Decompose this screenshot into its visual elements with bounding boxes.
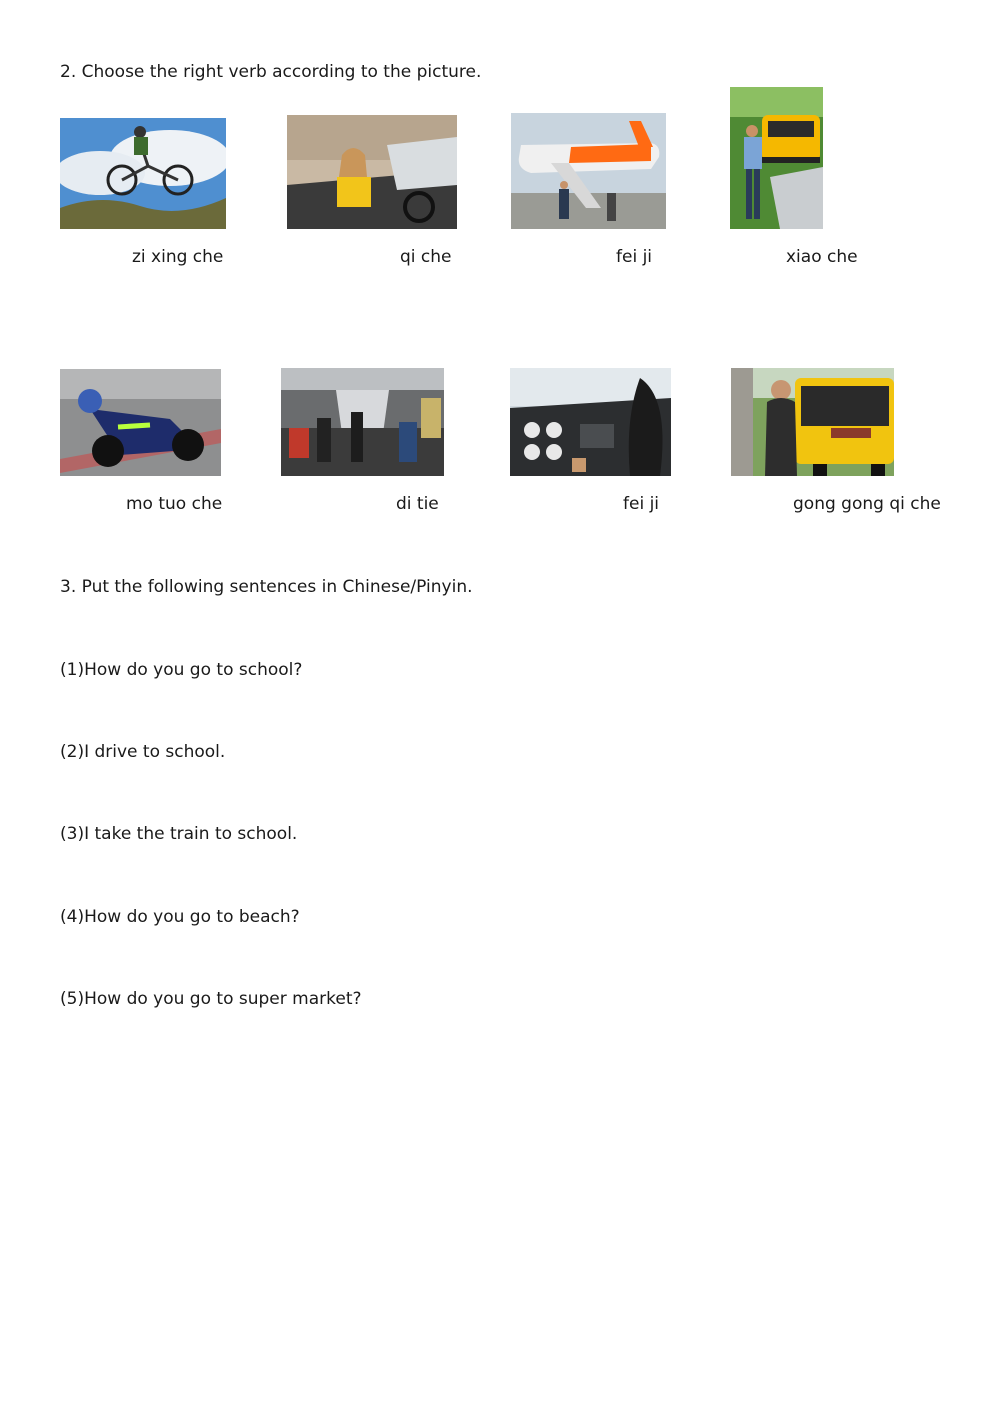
label-mo-tuo-che: mo tuo che — [126, 494, 223, 514]
label-qi-che: qi che — [400, 247, 452, 267]
sentence-4: (4)How do you go to beach? — [60, 907, 300, 927]
label-fei-ji-1: fei ji — [616, 247, 653, 267]
sentence-2: (2)I drive to school. — [60, 742, 226, 762]
sentence-3: (3)I take the train to school. — [60, 824, 298, 844]
public-bus-photo — [731, 368, 894, 476]
motorcycle-photo — [60, 369, 221, 476]
sentence-5: (5)How do you go to super market? — [60, 989, 362, 1009]
section-3-title: 3. Put the following sentences in Chinese/Pinyin. — [60, 577, 473, 597]
cockpit-photo — [510, 368, 671, 476]
subway-photo — [281, 368, 444, 476]
airplane-photo — [511, 113, 666, 229]
sentence-1: (1)How do you go to school? — [60, 660, 303, 680]
label-di-tie: di tie — [396, 494, 439, 514]
bicycle-photo — [60, 118, 226, 229]
label-gong-gong-qi-che: gong gong qi che — [793, 494, 941, 514]
label-fei-ji-2: fei ji — [623, 494, 660, 514]
car-photo — [287, 115, 457, 229]
label-zi-xing-che: zi xing che — [132, 247, 224, 267]
label-xiao-che: xiao che — [786, 247, 858, 267]
school-bus-photo — [730, 87, 823, 229]
section-2-title: 2. Choose the right verb according to the picture. — [60, 62, 482, 82]
